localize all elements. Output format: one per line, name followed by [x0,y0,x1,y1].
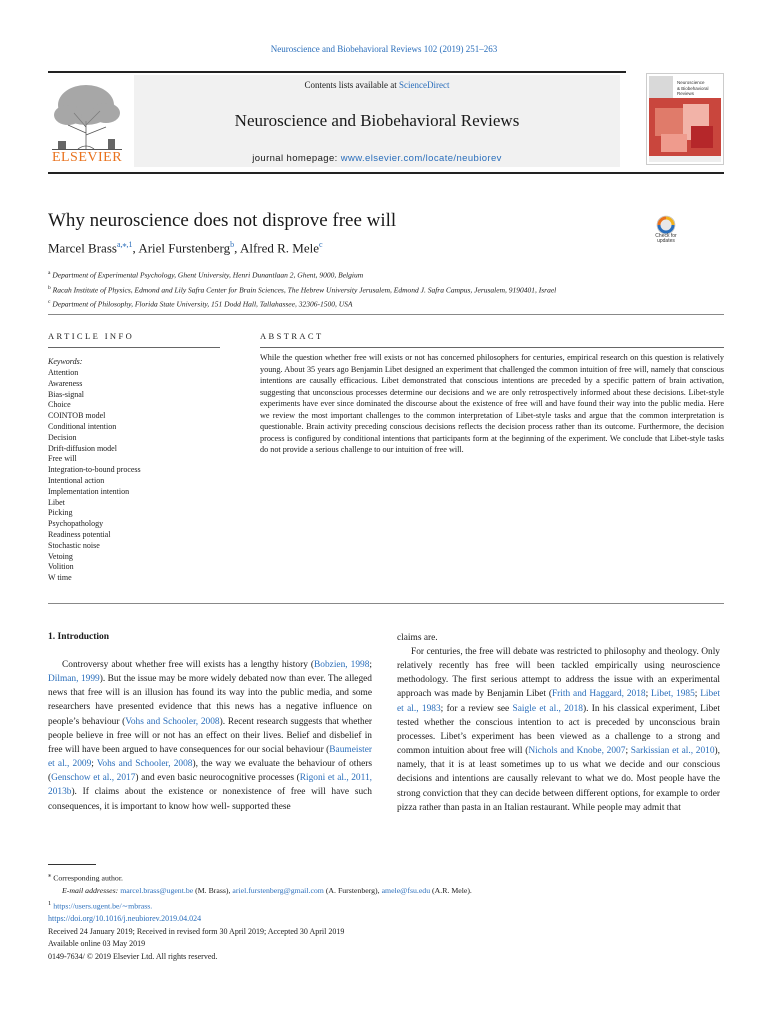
citation-link[interactable]: Sarkissian et al., 2010 [630,746,715,757]
citation-link[interactable]: Vohs and Schooler, 2008 [96,759,193,770]
masthead-bottom-rule [48,172,724,174]
author-name[interactable]: Alfred R. Mele [239,240,319,256]
keyword-item: Psychopathology [48,519,104,529]
journal-homepage-line [134,153,620,164]
keyword-item: Implementation intention [48,486,130,496]
check-for-updates-label[interactable]: Check for updates [655,233,677,244]
masthead-banner [134,75,620,167]
cover-title [677,80,709,97]
citation-link[interactable]: Libet, 1985 [651,689,695,700]
paragraph-text: ; for a review see [440,703,513,714]
paragraph-text: ; [625,746,631,757]
footnote-mark: 1 [48,899,52,907]
citation-link[interactable]: Bobzien, 1998 [314,660,370,670]
keyword-item: Libet [48,497,65,507]
keyword-item: Readiness potential [48,529,111,539]
keywords-label: Keywords: [48,357,83,366]
citation-link[interactable]: Vohs and Schooler, 2008 [125,716,220,727]
citation-link[interactable]: Libet et al., 1983 [397,689,720,714]
elsevier-wordmark: ELSEVIER [51,150,123,165]
available-online: Available online 03 May 2019 [48,939,146,949]
affiliation-line: $^a$ Department of Experimental Psychology, Ghent University, Henri Dunantlaan 2, Ghent, 9000, Belgium [48,270,364,280]
keyword-item: Free will [48,454,77,464]
article-metadata [48,913,344,963]
journal-reference-link[interactable]: Neuroscience and Biobehavioral Reviews 102 (2019) 251–263 [270,44,498,54]
paragraph-text: ) and even basic neurocognitive processes ( [135,773,300,784]
keyword-item: Drift-diffusion model [48,443,117,453]
keyword-item: W time [48,573,72,583]
keyword-item: Picking [48,508,73,518]
email-addresses [48,885,472,898]
keyword-item: Conditional intention [48,421,117,431]
citation-link[interactable]: Saigle et al., 2018 [512,703,583,714]
keyword-list [48,368,141,584]
affiliation-mark: c [48,299,51,305]
keyword-item: Integration-to-bound process [48,465,141,475]
intro-paragraph-1-continued: claims are. [397,633,438,643]
keyword-item: Intentional action [48,475,105,485]
paragraph-text: ). In his classical experiment, Libet tested whether the conscious intention to act is preceded by unconscious brain processes. Libet’s experiment has been viewed as a challenge to a strong and common intuition about free will ( [397,703,720,757]
keyword-item: Decision [48,432,77,442]
citation-link[interactable]: Nichols and Knobe, 2007 [528,746,626,757]
homepage-prefix: journal homepage: [252,153,341,164]
contents-lists-line [134,80,620,90]
citation-link[interactable]: Genschow et al., 2017 [51,773,136,784]
section-heading-introduction: 1. Introduction [48,632,110,642]
citation-link[interactable]: Baumeister et al., 2009 [48,744,372,770]
copyright: 0149-7634/ © 2019 Elsevier Ltd. All rights reserved. [48,951,218,961]
body-divider [48,603,724,604]
paragraph-text: ). If claims about the existence or nonexistence of free will have such consequences, it is important to know how well- supported these [48,787,372,812]
keyword-item: Attention [48,368,79,377]
paragraph-text: For centuries, the free will debate was restricted to philosophy and theology. Only relatively recently has free will been tackled empirically using neuroscience methodology. The first serious attempt to address the issue with an experimental approach was made by Benjamin Libet ( [397,647,720,700]
email-owner: (M. Brass), [193,886,233,896]
paragraph-text: ), the way we evaluate the behaviour of others ( [48,759,372,784]
abstract-rule [260,347,724,348]
keyword-item: Stochastic noise [48,540,100,550]
email-link-furstenberg[interactable]: ariel.furstenberg@gmail.com [232,886,324,896]
journal-masthead [48,71,724,173]
footnote-rule [48,864,96,865]
affiliation-divider [48,314,724,315]
article-title: Why neuroscience does not disprove free will [48,210,397,231]
keyword-item: Awareness [48,378,83,388]
contents-prefix: Contents lists available at [304,80,399,90]
keyword-item: Volition [48,562,74,572]
email-owner: (A. Furstenberg), [323,886,382,896]
citation-link[interactable]: Frith and Haggard, 2018 [551,689,646,700]
author-list: Marcel Brass$^{a,⁎,1}$, Ariel Furstenberg$^b$, Alfred R. Mele$^c$ [48,240,323,256]
author-affiliation-mark[interactable]: b [230,240,235,249]
citation-link[interactable]: Rigoni et al., 2011, 2013b [48,773,372,798]
intro-paragraph-2 [397,645,720,815]
corresponding-author-text: Corresponding author. [53,873,123,883]
author-homepage-link[interactable]: https://users.ugent.be/∼mbrass. [53,901,153,911]
journal-cover-thumbnail[interactable] [646,73,724,165]
email-link-mele[interactable]: amele@fsu.edu [381,886,431,896]
author-name[interactable]: Marcel Brass [48,240,117,256]
paragraph-text: ; [369,660,372,670]
paragraph-text: ). Recent research suggests that whether people believe in free will or not has an effect on their lives. Belief and disbelief in free will have been argued to have consequences for our social behaviour ( [48,716,372,755]
paragraph-text: ). But the issue may be more widely debated now than ever. The alleged news that free will is an illusion has found its way into the public media, and some researchers have presented evidence that this news has a negative influence on people’s behaviour ( [48,674,372,727]
intro-paragraph-1 [48,658,372,814]
affiliation-mark: b [48,284,51,291]
author-name[interactable]: Ariel Furstenberg [138,240,231,256]
journal-title: Neuroscience and Biobehavioral Reviews [234,111,520,130]
paragraph-text: ; [645,689,652,700]
abstract-heading: ABSTRACT [260,331,324,341]
masthead-top-rule [48,71,626,73]
affiliation-line: $^c$ Department of Philosophy, Florida State University, 151 Dodd Hall, Tallahassee, 32306-1500, USA [48,299,353,309]
corresponding-author-note [48,870,472,885]
keyword-item: Choice [48,400,71,410]
paragraph-text: Controversy about whether free will exists has a lengthy history ( [62,660,315,670]
journal-homepage-link[interactable]: www.elsevier.com/locate/neubiorev [340,153,502,164]
author-affiliation-mark[interactable]: c [319,240,323,249]
cover-title-line: & Biobehavioral [677,85,709,91]
cover-title-line: Reviews [677,91,695,96]
keyword-item: Bias-signal [48,389,84,399]
footnote-1 [48,898,472,913]
keyword-item: COINTOB model [48,411,106,421]
affiliations [48,267,556,311]
keyword-item: Vetoing [48,551,73,561]
email-owner: (A.R. Mele). [430,886,472,896]
cover-title-line: Neuroscience [677,80,705,85]
article-info-heading: ARTICLE INFO [48,331,135,341]
footnotes [48,870,472,913]
affiliation-line: $^b$ Racah Institute of Physics, Edmond and Lily Safra Center for Brain Sciences, The Hebrew University Jerusalem, Edmond J. Safra Campus, Jerusalem, 9190401, Israel [48,284,557,294]
paragraph-text: ), namely, that it is at least sometimes up to us what we decide and our conscious decisions and intentions are causally relevant to what we do. Most people have the strong conviction that they can decide between different options, for example to order pizza rather than pasta in an Italian restaurant. While people may admit that [397,746,721,813]
email-label: E-mail addresses: [62,886,121,896]
received-dates: Received 24 January 2019; Received in revised form 30 April 2019; Accepted 30 April 2019 [48,926,345,936]
paragraph-text: ; [694,689,701,700]
email-link-brass[interactable]: marcel.brass@ugent.be [120,886,194,896]
article-info-rule [48,347,220,348]
sciencedirect-link[interactable]: ScienceDirect [399,80,450,90]
paragraph-text: ; [91,759,97,770]
affiliation-mark: a [48,270,51,276]
author-affiliation-mark[interactable]: a,⁎,1 [116,240,133,249]
doi-link[interactable]: https://doi.org/10.1016/j.neubiorev.2019.04.024 [48,914,202,923]
abstract-text: While the question whether free will exists or not has concerned philosophers for centuries, empirical research on this question is relatively young. About 35 years ago Benjamin Libet designed an experiment that challenged the common intuition of free will, namely that conscious intentions are causally efficacious. Libet demonstrated that conscious intentions are preceded by a specific pattern of brain activation, suggesting that unconscious processes determine our decisions and we are only retrospectively informed about these decisions. Libet-style experiments have ever since dominated the discourse about the existence of free will and have found their way into the public media. Here we review the most important challenges to the common interpretation of Libet-style tasks and argue that the common interpretation is questionable. Brain activity preceding conscious decisions reflects the decision process rather than its outcome. Furthermore, the decision process is configured by conditional intentions that participants form at the beginning of the experiment. We conclude that Libet-style tasks do not provide a serious challenge to our intuition of free will. [260,353,724,454]
citation-link[interactable]: Dilman, 1999 [48,674,100,685]
footnote-mark: ⁎ [48,872,52,879]
